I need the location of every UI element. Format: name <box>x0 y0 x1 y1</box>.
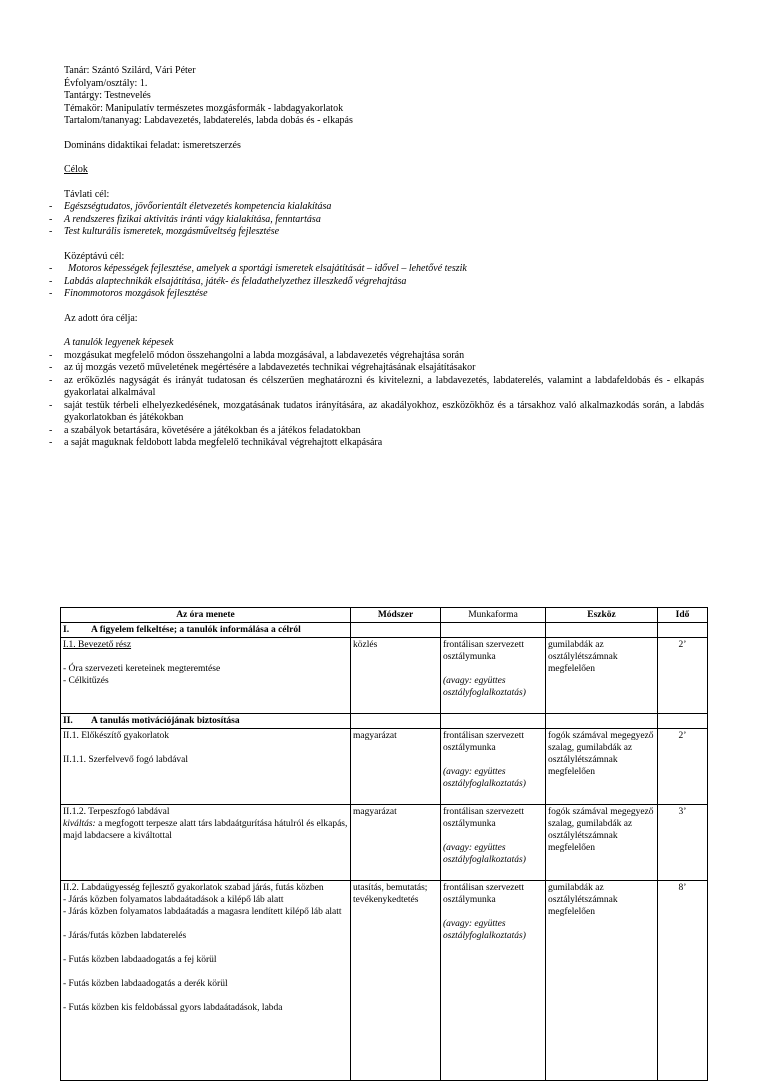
method-cell: utasítás, bemutatás; tevékenykedtetés <box>351 881 441 1081</box>
time-cell: 2’ <box>658 729 708 805</box>
tool-cell: gumilabdák az osztálylétszámnak megfelelően <box>546 881 658 1081</box>
tool-cell: gumilabdák az osztálylétszámnak megfelelően <box>546 638 658 714</box>
lesson-process-table <box>60 607 708 1081</box>
step-title: I.1. Bevezető rész <box>63 640 132 650</box>
step-line: - Óra szervezeti kereteinek megteremtése <box>63 664 221 674</box>
form-text: frontálisan szervezett osztálymunka <box>443 807 524 829</box>
step-title: II.2. Labdaügyesség fejlesztő gyakorlatok szabad járás, futás közben <box>63 883 324 893</box>
section-row <box>61 714 708 729</box>
topic-line: Témakör: Manipulatív természetes mozgásformák - labdagyakorlatok <box>64 102 344 114</box>
method-cell: magyarázat <box>351 729 441 805</box>
step-line: - Járás közben folyamatos labdaátadás a magasra lendített kilépő láb alatt <box>63 907 342 917</box>
tool-cell: fogók számával megegyező szalag, gumilabdák az osztálylétszámnak megfelelően <box>546 805 658 881</box>
form-cell <box>441 729 546 805</box>
list-item: - A rendszeres fizikai aktivitás iránti vágy kialakítása, fenntartása <box>64 214 704 227</box>
time-cell: 8’ <box>658 881 708 1081</box>
dominant-task-line: Domináns didaktikai feladat: ismeretszerzés <box>64 139 241 151</box>
process-cell <box>61 805 351 881</box>
step-line: - Futás közben kis feldobással gyors labdaátadások, labda <box>63 1003 283 1013</box>
time-cell: 2’ <box>658 638 708 714</box>
section-number: I. <box>63 625 70 635</box>
process-cell <box>61 638 351 714</box>
list-item: - saját testük térbeli elhelyezkedésének, mozgatásának tudatos irányítására, az akadályokhoz, eszközökhöz és a társakhoz való alkalmazkodás során, a labdás gyakorlatokban és játékokban <box>64 400 704 425</box>
form-cell <box>441 805 546 881</box>
column-header: Munkaforma <box>441 608 546 623</box>
form-cell <box>441 881 546 1081</box>
list-item: - Egészségtudatos, jövőorientált életvezetés kompetencia kialakítása <box>64 201 704 214</box>
step-line: - Járás közben folyamatos labdaátadások a kilépő láb alatt <box>63 895 284 905</box>
list-item: - a saját maguknak feldobott labda megfelelő technikával végrehajtott elkapására <box>64 437 704 450</box>
lesson-plan-header <box>64 65 704 450</box>
section-title: A figyelem felkeltése; a tanulók informálása a célról <box>91 625 301 635</box>
step-line: - Futás közben labdaadogatás a fej körül <box>63 955 217 965</box>
midterm-goal-label: Középtávú cél: <box>64 250 125 262</box>
section-title: A tanulás motivációjának biztosítása <box>91 716 240 726</box>
column-header: Idő <box>658 608 708 623</box>
step-sub: II.1.1. Szerfelvevő fogó labdával <box>63 755 189 765</box>
process-cell <box>61 881 351 1081</box>
tool-cell: fogók számával megegyező szalag, gumilabdák az osztálylétszámnak megfelelően <box>546 729 658 805</box>
form-note: (avagy: együttes osztályfoglalkoztatás) <box>443 676 526 698</box>
longterm-goal-label: Távlati cél: <box>64 188 110 200</box>
content-line: Tartalom/tananyag: Labdavezetés, labdaterelés, labda dobás és - elkapás <box>64 115 353 126</box>
longterm-goal-list <box>64 201 704 239</box>
step-line: - Járás/futás közben labdaterelés <box>63 931 187 941</box>
method-cell: közlés <box>351 638 441 714</box>
section-title-cell <box>61 714 351 729</box>
list-item: - az erőközlés nagyságát és irányát tudatosan és célszerűen meghatározni és kivitelezni, a labdavezetés, labdaterelés, valamint a labdafeldobás és - elkapás gyakorlatai alkalmával <box>64 375 704 400</box>
step-title: II.1.2. Terpeszfogó labdával <box>63 807 170 817</box>
column-header: Eszköz <box>546 608 658 623</box>
form-cell <box>441 638 546 714</box>
process-cell <box>61 729 351 805</box>
column-header: Az óra menete <box>61 608 351 623</box>
midterm-goal-list <box>64 263 704 301</box>
students-label: A tanulók legyenek képesek <box>64 337 174 348</box>
section-title-cell <box>61 623 351 638</box>
list-item: - a szabályok betartására, követésére a játékokban és a játékos feladatokban <box>64 425 704 438</box>
desc-text: a megfogott terpesze alatt társ labdaátgurítása hátulról és elkapás, majd labdacsere a kiváltottal <box>63 819 348 841</box>
list-item: - mozgásukat megfelelő módon összehangolni a labda mozgásával, a labdavezetés végrehajtása során <box>64 350 704 363</box>
method-cell: magyarázat <box>351 805 441 881</box>
list-item: - Finommotoros mozgások fejlesztése <box>64 288 704 301</box>
step-line: - Célkitűzés <box>63 676 109 686</box>
lesson-goal-label: Az adott óra célja: <box>64 312 138 324</box>
goals-heading: Célok <box>64 164 88 175</box>
form-note: (avagy: együttes osztályfoglalkoztatás) <box>443 843 526 865</box>
form-text: frontálisan szervezett osztálymunka <box>443 883 524 905</box>
abilities-list <box>64 350 704 450</box>
form-note: (avagy: együttes osztályfoglalkoztatás) <box>443 767 526 789</box>
teacher-line: Tanár: Szántó Szilárd, Vári Péter <box>64 65 196 76</box>
year-line: Évfolyam/osztály: 1. <box>64 77 148 89</box>
table-row <box>61 638 708 714</box>
step-line: - Futás közben labdaadogatás a derék körül <box>63 979 228 989</box>
list-item: - Motoros képességek fejlesztése, amelyek a sportági ismeretek elsajátítását – idővel – lehetővé teszik <box>64 263 704 276</box>
form-text: frontálisan szervezett osztálymunka <box>443 731 524 753</box>
step-title: II.1. Előkészítő gyakorlatok <box>63 731 170 741</box>
table-header-row <box>61 608 708 623</box>
list-item: - Test kulturális ismeretek, mozgásműveltség fejlesztése <box>64 226 704 239</box>
form-note: (avagy: együttes osztályfoglalkoztatás) <box>443 919 526 941</box>
form-text: frontálisan szervezett osztálymunka <box>443 640 524 662</box>
section-row <box>61 623 708 638</box>
column-header: Módszer <box>351 608 441 623</box>
time-cell: 3’ <box>658 805 708 881</box>
list-item: - az új mozgás vezető műveletének megértésére a labdavezetés technikai végrehajtásának elsajátításakor <box>64 362 704 375</box>
list-item: - Labdás alaptechnikák elsajátítása, játék- és feladathelyzethez illeszkedő végrehajtása <box>64 276 704 289</box>
desc-label: kiváltás: <box>63 819 96 829</box>
step-desc <box>63 818 348 842</box>
table-row <box>61 805 708 881</box>
subject-line: Tantárgy: Testnevelés <box>64 90 151 101</box>
section-number: II. <box>63 716 73 726</box>
table-row <box>61 881 708 1081</box>
table-row <box>61 729 708 805</box>
